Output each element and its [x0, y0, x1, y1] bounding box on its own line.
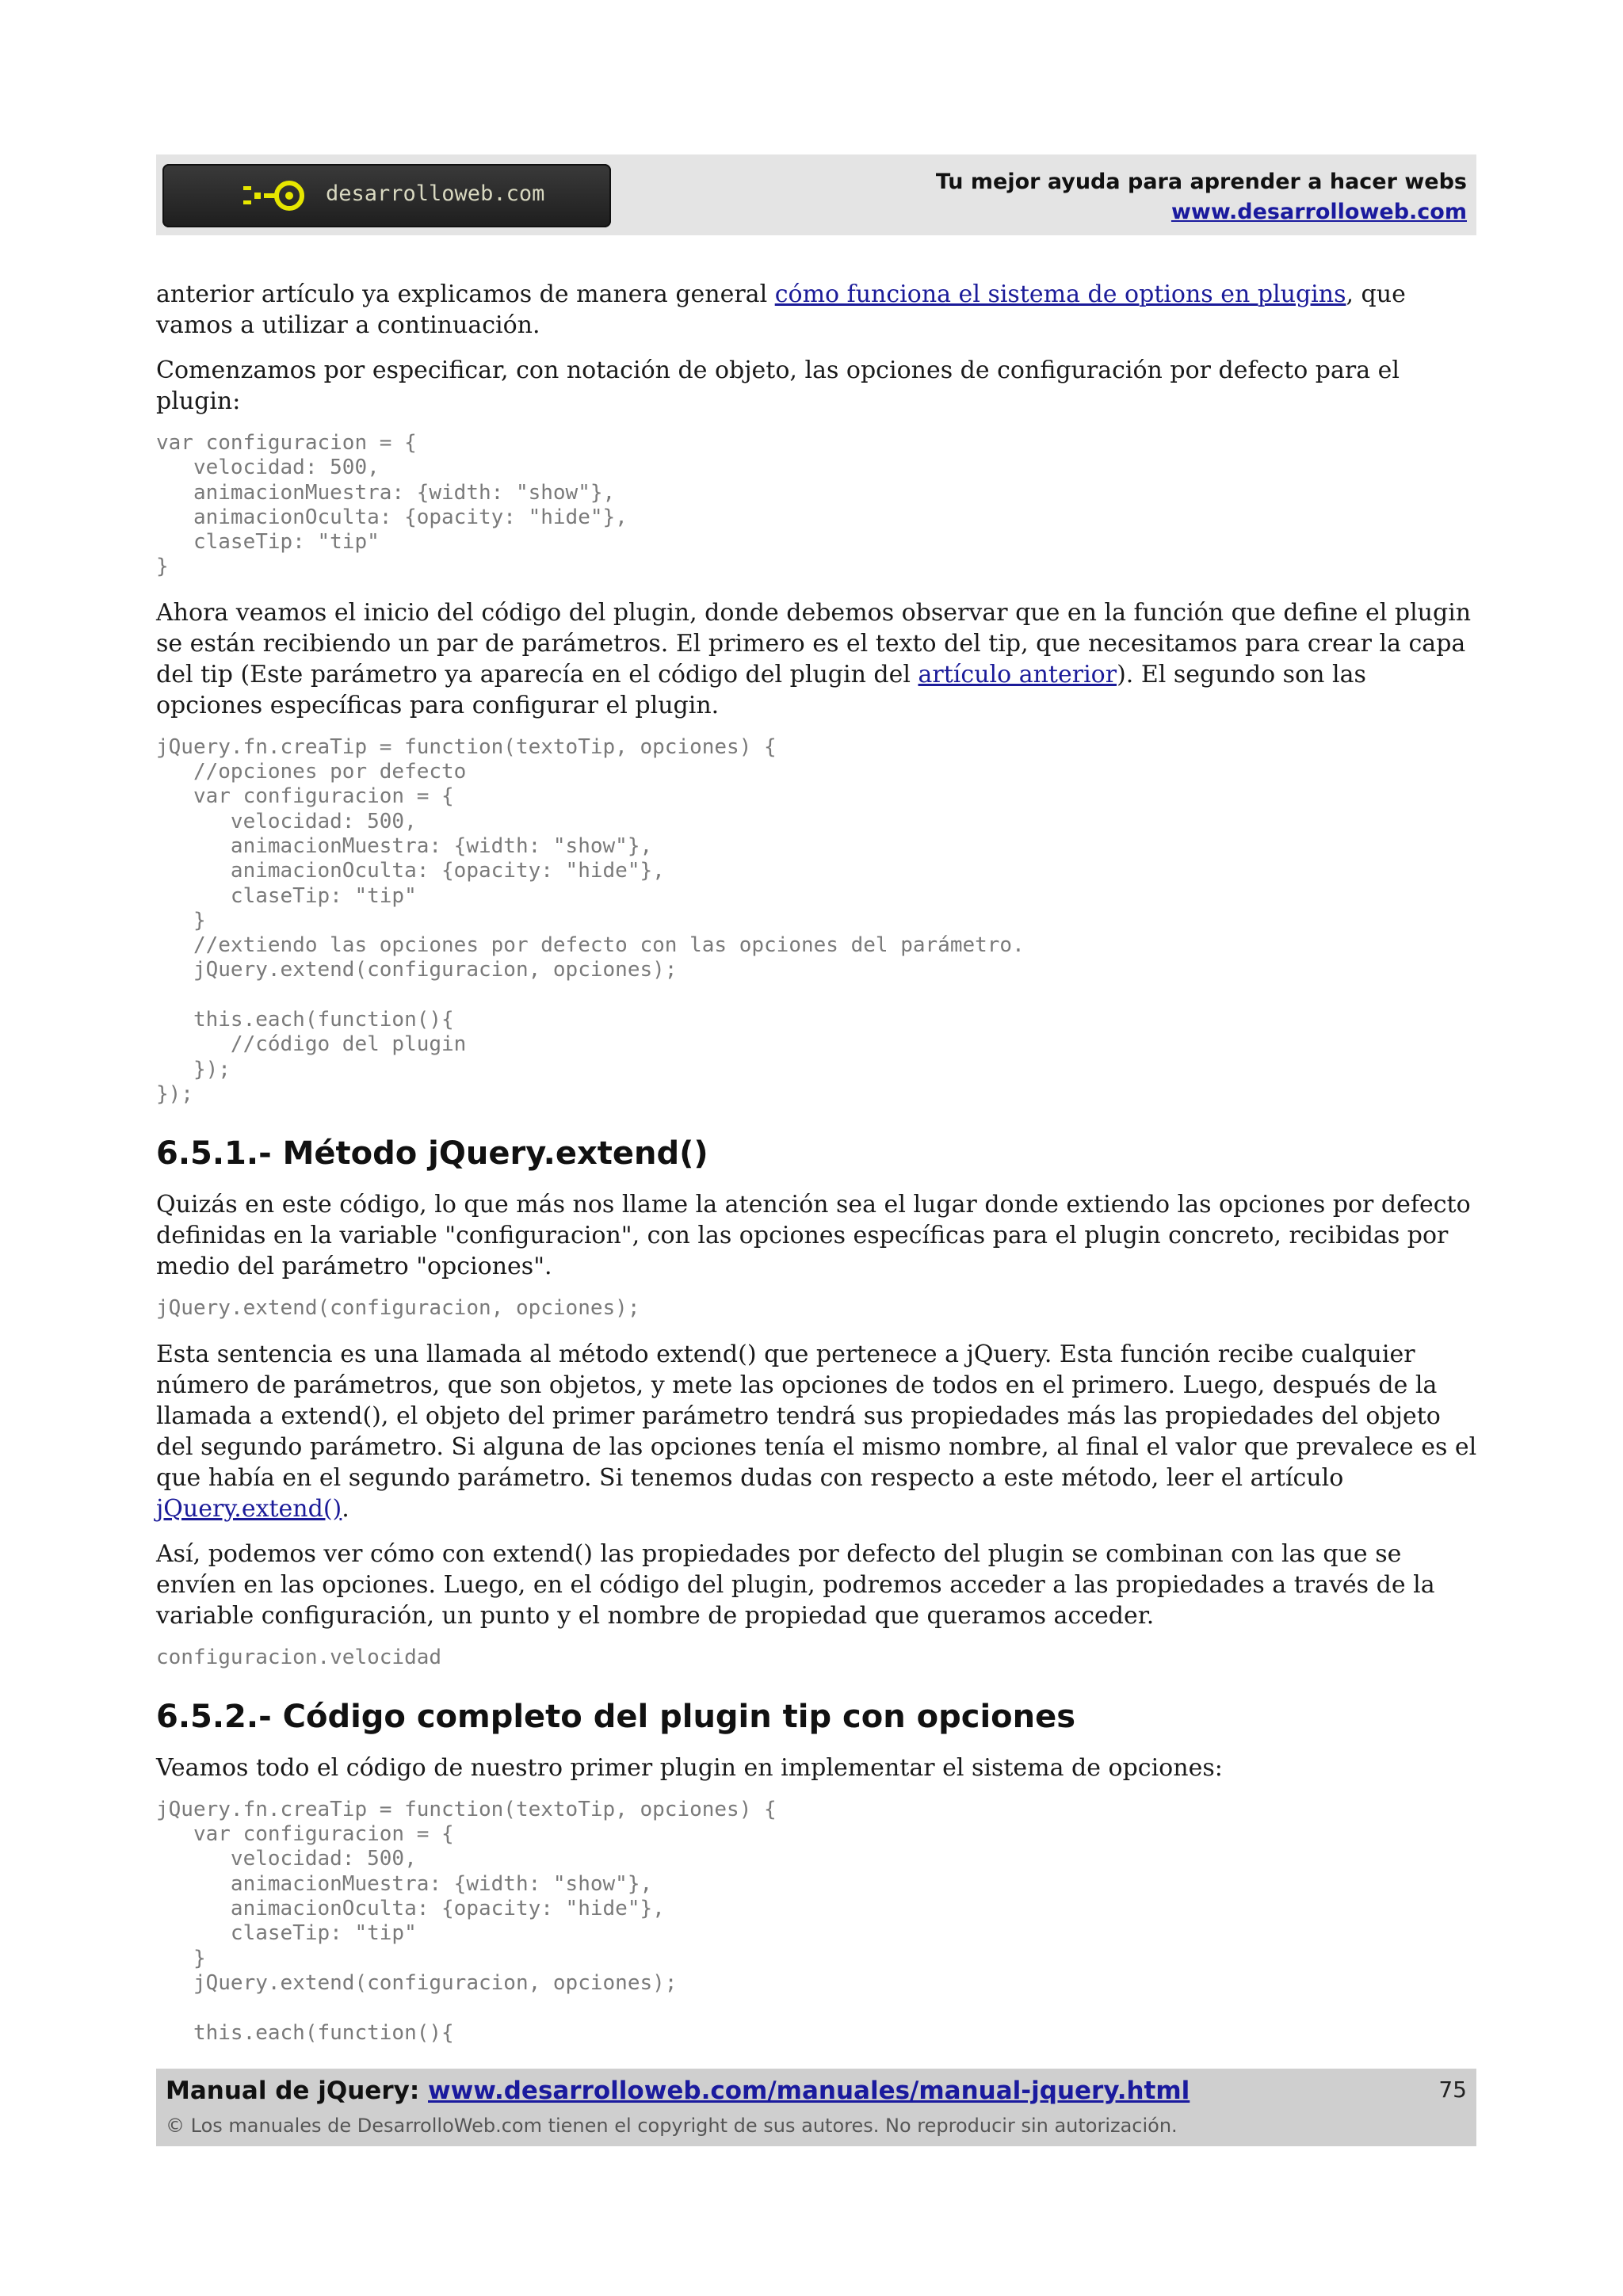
paragraph: Comenzamos por especificar, con notación de objeto, las opciones de configuración por defecto para el plugin:: [156, 357, 1400, 415]
page-content: [156, 279, 1480, 2063]
page-header: [156, 154, 1476, 235]
paragraph: Quizás en este código, lo que más nos llame la atención sea el lugar donde extiendo las opciones por defecto definidas en la variable "configuracion", con las opciones específicas para el plugin concreto, recibidas por medio del parámetro "opciones".: [156, 1191, 1471, 1281]
code-block: var configuracion = { velocidad: 500, animacionMuestra: {width: "show"}, animacionOculta: {opacity: "hide"}, claseTip: "tip" }: [156, 431, 628, 579]
tagline-text: Tu mejor ayuda para aprender a hacer webs: [935, 170, 1467, 194]
options-system-link[interactable]: cómo funciona el sistema de options en plugins: [774, 280, 1346, 308]
paragraph: Ahora veamos el inicio del código del plugin, donde debemos observar que en la función que define el plugin se están recibiendo un par de parámetros. El primero es el texto del tip, que necesitamos para crear la capa del tip (Este parámetro ya aparecía en el código del plugin del artículo anterior). El segundo son las opciones específicas para configurar el plugin.: [156, 598, 1472, 719]
manual-link[interactable]: www.desarrolloweb.com/manuales/manual-jquery.html: [428, 2077, 1190, 2105]
code-block: configuracion.velocidad: [156, 1645, 442, 1669]
footer-copyright: © Los manuales de DesarrolloWeb.com tienen el copyright de sus autores. No reproducir sin autorización.: [166, 2115, 1178, 2137]
paragraph: Esta sentencia es una llamada al método extend() que pertenece a jQuery. Esta función recibe cualquier número de parámetros, que son objetos, y mete las opciones de todos en el primero. Luego, después de la llamada a extend(), el objeto del primer parámetro tendrá sus propiedades más las propiedades del objeto del segundo parámetro. Si alguna de las opciones tenía el mismo nombre, al final el valor que prevalece es el que había en el segundo parámetro. Si tenemos dudas con respecto a este método, leer el artículo jQuery.extend().: [156, 1340, 1477, 1523]
previous-article-link[interactable]: artículo anterior: [918, 660, 1117, 688]
paragraph: anterior artículo ya explicamos de manera general cómo funciona el sistema de options en plugins, que vamos a utilizar a continuación.: [156, 280, 1406, 339]
code-block: jQuery.fn.creaTip = function(textoTip, opciones) { //opciones por defecto var configuracion = { velocidad: 500, animacionMuestra: {width: "show"}, animacionOculta: {opacity: "hide"}, claseTip: "tip" } //extiendo las opciones por defecto con las opciones del parámetro. jQuery.extend(configuracion, opciones); this.each(function(){ //código del plugin }); });: [156, 734, 1025, 1106]
page-footer: [156, 2069, 1476, 2146]
footer-title: Manual de jQuery: www.desarrolloweb.com/manuales/manual-jquery.html: [166, 2077, 1190, 2105]
section-heading: 6.5.1.- Método jQuery.extend(): [156, 1135, 708, 1173]
section-heading: 6.5.2.- Código completo del plugin tip con opciones: [156, 1698, 1076, 1735]
jquery-extend-link[interactable]: jQuery.extend(): [156, 1494, 342, 1523]
logo-text: desarrolloweb.com: [326, 181, 545, 206]
paragraph: Así, podemos ver cómo con extend() las propiedades por defecto del plugin se combinan con las que se envíen en las opciones. Luego, en el código del plugin, podremos acceder a las propiedades a través de la variable configuración, un punto y el nombre de propiedad que queramos acceder.: [156, 1539, 1435, 1630]
code-block: jQuery.extend(configuracion, opciones);: [156, 1296, 640, 1321]
site-link[interactable]: www.desarrolloweb.com: [1170, 200, 1467, 224]
logo-icon: [240, 180, 319, 212]
page-number: 75: [1438, 2077, 1467, 2103]
code-block: jQuery.fn.creaTip = function(textoTip, opciones) { var configuracion = { velocidad: 500, animacionMuestra: {width: "show"}, animacionOculta: {opacity: "hide"}, claseTip: "tip" } jQuery.extend(configuracion, opciones); this.each(function(){: [156, 1797, 777, 2045]
header-tagline: [936, 167, 1467, 227]
paragraph: Veamos todo el código de nuestro primer plugin en implementar el sistema de opciones:: [156, 1753, 1223, 1782]
site-logo[interactable]: [162, 164, 611, 227]
